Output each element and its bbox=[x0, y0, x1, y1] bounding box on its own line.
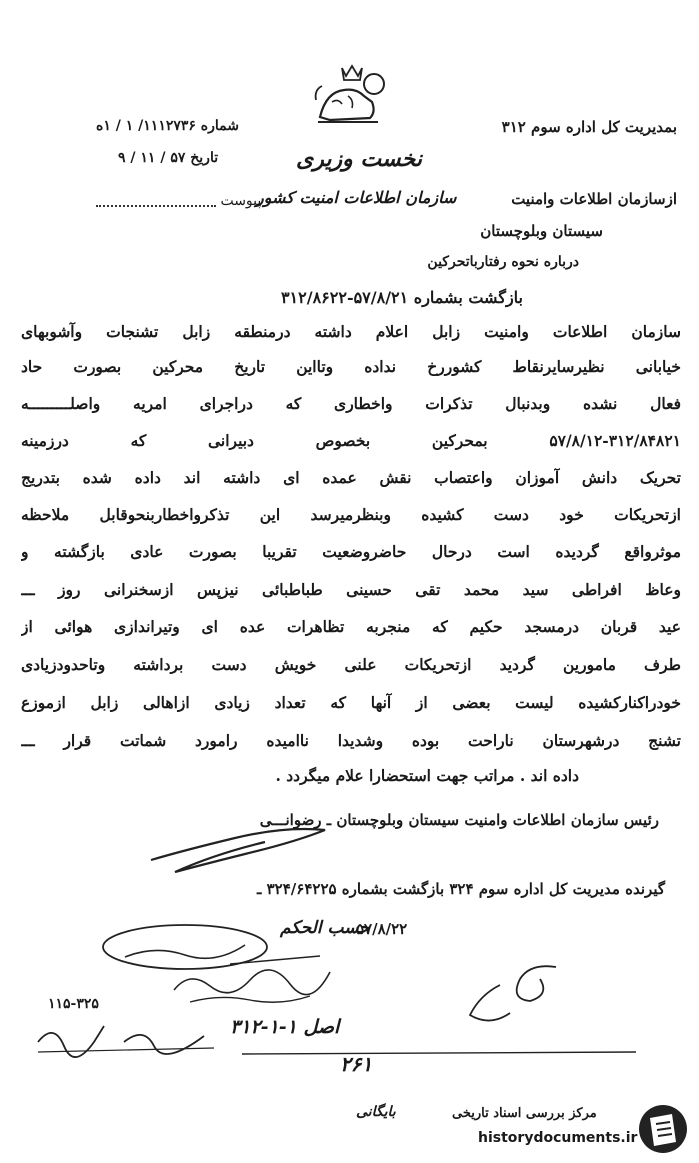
archive-scribble bbox=[34, 1012, 224, 1058]
letter-date bbox=[118, 150, 218, 166]
body-line-12: تشنج درشهرستان ناراحت بوده وشدیدا ناامیده رامورد شماتت قرار ـــ bbox=[21, 731, 681, 750]
receiver-date: ۵۷/۸/۲۲ bbox=[356, 920, 408, 938]
body-line-4: ۵۷/۸/۱۲-۳۱۲/۸۴۸۲۱ بمحرکین بخصوص دبیرانی که درزمینه bbox=[21, 431, 681, 450]
organization-subtitle: سازمان اطلاعات امنیت کشور bbox=[256, 188, 457, 207]
body-line-8: وعاظ افراطی سید محمد تقی حسینی طباطبائی نیزپس ازسخنرانی روز ـــ bbox=[21, 580, 681, 599]
handwritten-notes bbox=[170, 950, 340, 1010]
body-line-9: عید قربان درمسجد حکیم که منجربه تظاهرات عده ای وتیراندازی هوائی از bbox=[21, 617, 681, 636]
handwritten-signature-right bbox=[460, 955, 570, 1035]
province-line: سیستان وبلوچستان bbox=[480, 222, 603, 240]
date-label: تاریخ bbox=[190, 150, 219, 166]
receiver-note: حسب الحکم bbox=[280, 918, 370, 938]
body-line-2: خیابانی نظیرسایرنقاط کشوررخ نداده وتااین تاریخ محرکین بصورت حاد bbox=[21, 357, 681, 376]
letter-number bbox=[96, 118, 239, 134]
recipient-line: بمدیریت کل اداره سوم ۳۱۲ bbox=[501, 118, 677, 136]
attachment-field bbox=[96, 193, 261, 209]
organization-handwritten: نخست وزیری bbox=[296, 146, 422, 172]
body-line-13: داده اند . مراتب جهت استحضارا علام میگردد . bbox=[275, 766, 579, 785]
sender-line: ازسازمان اطلاعات وامنیت bbox=[511, 190, 677, 208]
number-value: ۱۱۱۲۷۳۶/ ۱ / ۱ه bbox=[96, 118, 196, 134]
watermark-url: historydocuments.ir bbox=[478, 1130, 638, 1146]
body-line-1: سازمان اطلاعات وامنیت زابل اعلام داشته درمنطقه زابل تشنجات وآشوبهای bbox=[21, 322, 681, 341]
page-number: ۲۶۱ bbox=[340, 1052, 373, 1076]
bottom-note: بایگانی bbox=[356, 1104, 396, 1120]
body-line-11: خودراکنارکشیده لیست بعضی از آنها که تعداد زیادی ازاهالی زابل ازموزع bbox=[21, 693, 681, 712]
watermark-org: مرکز بررسی اسناد تاریخی bbox=[452, 1106, 597, 1121]
signature-scribble bbox=[145, 820, 335, 880]
archive-logo-icon bbox=[636, 1102, 690, 1156]
body-line-6: ازتحریکات خود دست کشیده وبنظرمیرسد این تذکرواخطاربنحوقابل ملاحظه bbox=[21, 505, 681, 524]
signatory-line: رئیس سازمان اطلاعات وامنیت سیستان وبلوچستان ـ رضوانـــی bbox=[259, 811, 659, 829]
archive-underline bbox=[240, 1046, 640, 1060]
body-line-3: فعال نشده وبدنبال تذکرات واخطاری که دراجرای امریه واصلـــــــــه bbox=[21, 394, 681, 413]
lion-and-sun-emblem bbox=[312, 62, 392, 132]
subject-line: درباره نحوه رفتارباتحرکین bbox=[427, 254, 579, 270]
archive-annotation: اصل ۱-۱-۳۱۲ bbox=[230, 1016, 340, 1038]
date-value: ۵۷ / ۱۱ / ۹ bbox=[118, 150, 186, 166]
receiver-line: گیرنده مدیریت کل اداره سوم ۳۲۴ بازگشت بشماره ۳۲۴/۶۴۲۲۵ ـ bbox=[257, 880, 665, 898]
annotation-number: ۱۱۵-۳۲۵ bbox=[48, 996, 99, 1012]
body-line-10: طرف مامورین گردید ازتحریکات علنی خویش دست برداشته وتاحدودزیادی bbox=[21, 655, 681, 674]
body-line-7: موثرواقع گردیده است درحال حاضروضعیت تقریبا بصورت عادی بازگشته و bbox=[21, 542, 681, 561]
reference-line: بازگشت بشماره ۵۷/۸/۲۱-۳۱۲/۸۶۲۲ bbox=[280, 288, 523, 307]
underlined-name bbox=[250, 581, 464, 600]
body-line-5: تحریک دانش آموزان واعتصاب نقش عمده ای داشته اند داده شده بتدریج bbox=[21, 468, 681, 487]
attachment-label: پیوست bbox=[220, 193, 262, 209]
attachment-dotted-line bbox=[96, 195, 216, 207]
number-label: شماره bbox=[200, 118, 239, 134]
